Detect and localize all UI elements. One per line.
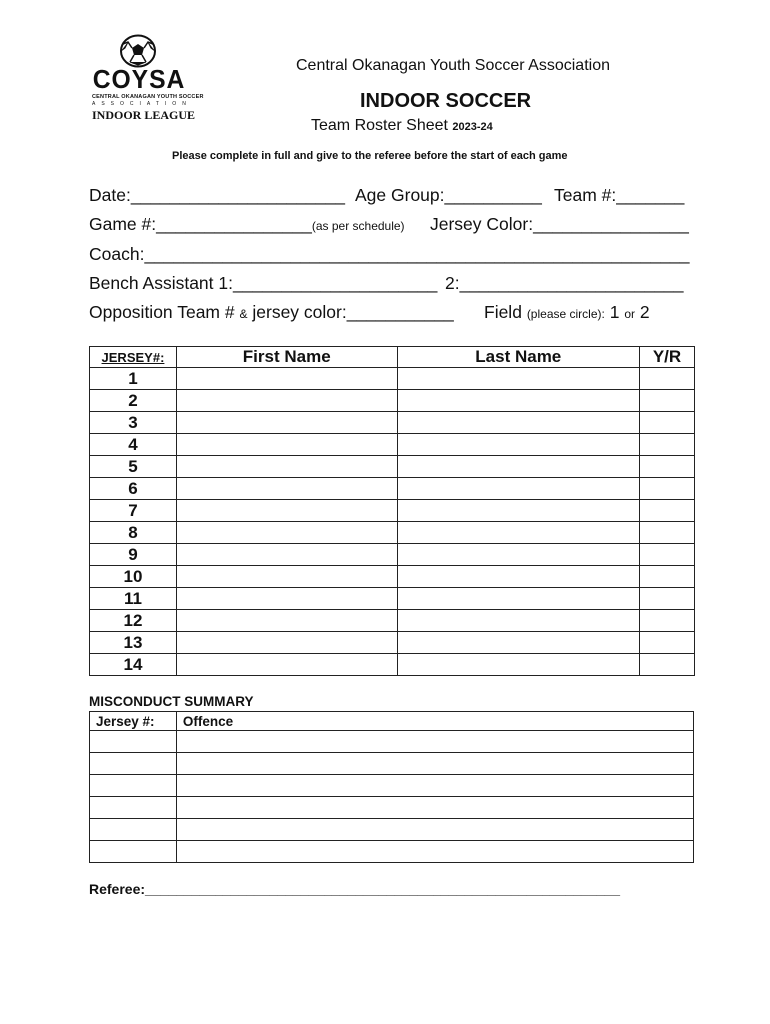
field-select[interactable] [484, 302, 650, 323]
first-name-cell[interactable] [176, 500, 397, 522]
table-row [90, 632, 695, 654]
logo-line-2: ASSOCIATION [92, 101, 192, 107]
table-row [90, 841, 694, 863]
logo-line-3: INDOOR LEAGUE [92, 108, 196, 122]
misconduct-jersey-cell[interactable] [90, 731, 177, 753]
misconduct-body [90, 731, 694, 863]
last-name-cell[interactable] [397, 500, 640, 522]
coysa-logo [88, 34, 204, 124]
yr-cell[interactable] [640, 566, 695, 588]
table-row [90, 544, 695, 566]
first-name-cell[interactable] [176, 390, 397, 412]
field-bench-assistant-2[interactable]: 2:_______________________ [445, 273, 684, 293]
table-row [90, 412, 695, 434]
jersey-number: 3 [90, 412, 177, 434]
last-name-cell[interactable] [397, 588, 640, 610]
yr-cell[interactable] [640, 500, 695, 522]
offence-cell[interactable] [176, 753, 693, 775]
first-name-cell[interactable] [176, 588, 397, 610]
last-name-cell[interactable] [397, 544, 640, 566]
first-name-cell[interactable] [176, 412, 397, 434]
yr-cell[interactable] [640, 456, 695, 478]
misconduct-title: MISCONDUCT SUMMARY [89, 694, 254, 709]
table-row [90, 753, 694, 775]
field-label: Field [484, 302, 522, 322]
first-name-cell[interactable] [176, 654, 397, 676]
table-row [90, 819, 694, 841]
jersey-number: 4 [90, 434, 177, 456]
offence-cell[interactable] [176, 819, 693, 841]
jersey-number: 2 [90, 390, 177, 412]
last-name-cell[interactable] [397, 478, 640, 500]
first-name-cell[interactable] [176, 522, 397, 544]
table-row [90, 500, 695, 522]
roster-body [90, 368, 695, 676]
roster-header-row [90, 347, 695, 368]
yr-cell[interactable] [640, 368, 695, 390]
page-subtitle [311, 117, 493, 135]
jersey-number: 11 [90, 588, 177, 610]
field-note: (please circle): [526, 307, 605, 321]
season-label: 2023-24 [452, 121, 493, 133]
misconduct-jersey-cell[interactable] [90, 797, 177, 819]
header-first-name: First Name [176, 347, 397, 368]
soccer-ball-icon [118, 34, 158, 68]
jersey-number: 13 [90, 632, 177, 654]
yr-cell[interactable] [640, 654, 695, 676]
yr-cell[interactable] [640, 478, 695, 500]
table-row [90, 368, 695, 390]
last-name-cell[interactable] [397, 610, 640, 632]
game-note: (as per schedule) [311, 219, 405, 233]
field-date[interactable]: Date:______________________ [89, 185, 345, 205]
table-row [90, 522, 695, 544]
header-last-name: Last Name [397, 347, 640, 368]
last-name-cell[interactable] [397, 632, 640, 654]
last-name-cell[interactable] [397, 522, 640, 544]
table-row [90, 478, 695, 500]
last-name-cell[interactable] [397, 654, 640, 676]
organization-name: Central Okanagan Youth Soccer Association [296, 57, 610, 74]
first-name-cell[interactable] [176, 456, 397, 478]
opposition-jersey: jersey color:___________ [252, 302, 454, 322]
field-option-1[interactable]: 1 [609, 302, 620, 322]
jersey-number: 5 [90, 456, 177, 478]
yr-cell[interactable] [640, 588, 695, 610]
roster-table [89, 346, 695, 676]
field-game[interactable]: Game #:________________ [89, 214, 312, 234]
field-team[interactable]: Team #:_______ [554, 185, 685, 205]
table-row [90, 797, 694, 819]
field-age-group[interactable]: Age Group:__________ [355, 185, 542, 205]
header-misconduct-jersey: Jersey #: [90, 712, 177, 731]
logo-line-1: CENTRAL OKANAGAN YOUTH SOCCER [92, 94, 204, 100]
table-row [90, 731, 694, 753]
offence-cell[interactable] [176, 775, 693, 797]
opposition-ampersand: & [239, 307, 248, 321]
table-row [90, 456, 695, 478]
field-referee[interactable]: Referee:_____________________________________________________________ [89, 881, 620, 897]
misconduct-jersey-cell[interactable] [90, 819, 177, 841]
field-coach[interactable]: Coach:________________________________________________________ [89, 244, 690, 264]
offence-cell[interactable] [176, 731, 693, 753]
misconduct-jersey-cell[interactable] [90, 753, 177, 775]
jersey-number: 14 [90, 654, 177, 676]
last-name-cell[interactable] [397, 434, 640, 456]
jersey-number: 7 [90, 500, 177, 522]
table-row [90, 588, 695, 610]
jersey-number: 12 [90, 610, 177, 632]
misconduct-header-row [90, 712, 694, 731]
yr-cell[interactable] [640, 610, 695, 632]
table-row [90, 775, 694, 797]
jersey-number: 1 [90, 368, 177, 390]
misconduct-jersey-cell[interactable] [90, 841, 177, 863]
first-name-cell[interactable] [176, 610, 397, 632]
last-name-cell[interactable] [397, 566, 640, 588]
yr-cell[interactable] [640, 522, 695, 544]
opposition-label: Opposition Team # [89, 302, 235, 322]
first-name-cell[interactable] [176, 368, 397, 390]
field-jersey-color[interactable]: Jersey Color:________________ [430, 214, 689, 234]
first-name-cell[interactable] [176, 566, 397, 588]
header-yr: Y/R [640, 347, 695, 368]
table-row [90, 390, 695, 412]
jersey-number: 9 [90, 544, 177, 566]
page-title: INDOOR SOCCER [360, 90, 532, 112]
field-game-row [89, 214, 405, 235]
offence-cell[interactable] [176, 797, 693, 819]
subtitle-text: Team Roster Sheet [311, 117, 448, 134]
last-name-cell[interactable] [397, 390, 640, 412]
last-name-cell[interactable] [397, 456, 640, 478]
jersey-number: 10 [90, 566, 177, 588]
offence-cell[interactable] [176, 841, 693, 863]
misconduct-jersey-cell[interactable] [90, 775, 177, 797]
logo-wordmark: COYSA [92, 64, 186, 94]
yr-cell[interactable] [640, 544, 695, 566]
header-offence: Offence [176, 712, 693, 731]
first-name-cell[interactable] [176, 544, 397, 566]
first-name-cell[interactable] [176, 434, 397, 456]
yr-cell[interactable] [640, 632, 695, 654]
field-or: or [624, 307, 635, 321]
first-name-cell[interactable] [176, 478, 397, 500]
misconduct-table [89, 711, 694, 863]
jersey-number: 6 [90, 478, 177, 500]
last-name-cell[interactable] [397, 412, 640, 434]
field-opposition[interactable] [89, 302, 454, 323]
instructions: Please complete in full and give to the referee before the start of each game [172, 150, 568, 162]
first-name-cell[interactable] [176, 632, 397, 654]
yr-cell[interactable] [640, 390, 695, 412]
table-row [90, 654, 695, 676]
yr-cell[interactable] [640, 434, 695, 456]
jersey-number: 8 [90, 522, 177, 544]
table-row [90, 610, 695, 632]
table-row [90, 566, 695, 588]
yr-cell[interactable] [640, 412, 695, 434]
last-name-cell[interactable] [397, 368, 640, 390]
field-option-2[interactable]: 2 [639, 302, 650, 322]
header-jersey: JERSEY#: [90, 347, 177, 368]
field-bench-assistant-1[interactable]: Bench Assistant 1:_____________________ [89, 273, 438, 293]
table-row [90, 434, 695, 456]
